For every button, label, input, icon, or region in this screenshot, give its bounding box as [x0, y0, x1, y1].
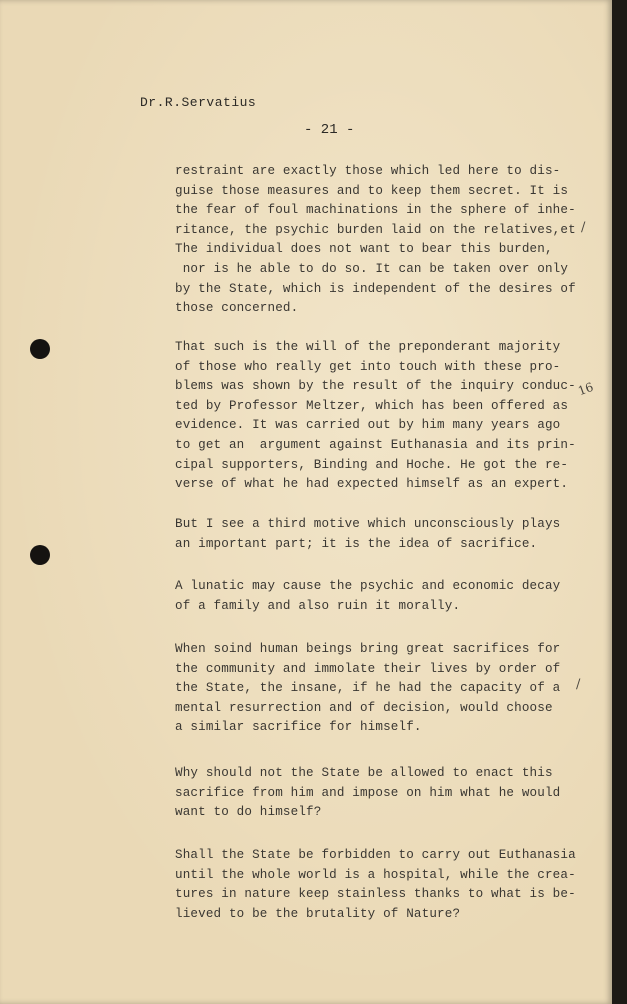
- text-line: the fear of foul machinations in the sphere of inhe-: [175, 203, 576, 218]
- text-line: Why should not the State be allowed to enact this: [175, 766, 553, 780]
- paragraph-6: [175, 764, 595, 823]
- margin-mark-tick: /: [576, 677, 581, 692]
- text-line: a similar sacrifice for himself.: [175, 720, 422, 735]
- text-line: an important part; it is the idea of sacrifice.: [175, 536, 538, 551]
- text-line: of a family and also ruin it morally.: [175, 598, 461, 613]
- paragraph-1: [175, 162, 595, 319]
- text-line: lieved to be the brutality of Nature?: [175, 906, 461, 921]
- page-number: - 21 -: [304, 122, 355, 138]
- text-line: cipal supporters, Binding and Hoche. He got the re-: [175, 457, 569, 472]
- text-line: guise those measures and to keep them secret. It is: [175, 183, 569, 198]
- text-line: those concerned.: [175, 301, 299, 316]
- text-line: ted by Professor Meltzer, which has been offered as: [175, 398, 569, 413]
- text-line: That such is the will of the preponderant majority: [175, 340, 561, 354]
- text-line: by the State, which is independent of the desires of: [175, 281, 576, 296]
- text-line: until the whole world is a hospital, while the crea-: [175, 867, 576, 882]
- text-line: restraint are exactly those which led here to dis-: [175, 164, 561, 178]
- text-line: A lunatic may cause the psychic and economic decay: [175, 579, 561, 593]
- text-line: to get an argument against Euthanasia and its prin-: [175, 437, 576, 452]
- paragraph-2: [175, 338, 595, 495]
- text-line: evidence. It was carried out by him many years ago: [175, 418, 561, 433]
- margin-mark-page-ref: 16: [576, 379, 596, 399]
- text-line: But I see a third motive which unconsciously plays: [175, 517, 561, 531]
- paragraph-5: [175, 640, 595, 738]
- text-line: want to do himself?: [175, 805, 322, 820]
- paragraph-3: [175, 515, 595, 554]
- text-line: nor is he able to do so. It can be taken over only: [175, 261, 569, 276]
- text-line: The individual does not want to bear this burden,: [175, 242, 553, 257]
- text-line: sacrifice from him and impose on him what he would: [175, 785, 561, 800]
- margin-mark-tick: /: [581, 220, 586, 235]
- text-line: tures in nature keep stainless thanks to what is be-: [175, 887, 576, 902]
- text-line: verse of what he had expected himself as an expert.: [175, 477, 569, 492]
- text-line: When soind human beings bring great sacrifices for: [175, 642, 561, 656]
- text-line: the State, the insane, if he had the capacity of a: [175, 681, 561, 696]
- punch-hole-top: [30, 339, 50, 359]
- punch-hole-bottom: [30, 545, 50, 565]
- author-header: Dr.R.Servatius: [140, 95, 257, 110]
- text-line: the community and immolate their lives by order of: [175, 661, 561, 676]
- paragraph-4: [175, 577, 595, 616]
- text-line: Shall the State be forbidden to carry out Euthanasia: [175, 848, 576, 862]
- paragraph-7: [175, 846, 595, 924]
- text-line: ritance, the psychic burden laid on the relatives,et: [175, 222, 576, 237]
- text-line: of those who really get into touch with these pro-: [175, 359, 561, 374]
- text-line: blems was shown by the result of the inquiry conduc-: [175, 379, 576, 394]
- text-line: mental resurrection and of decision, would choose: [175, 700, 553, 715]
